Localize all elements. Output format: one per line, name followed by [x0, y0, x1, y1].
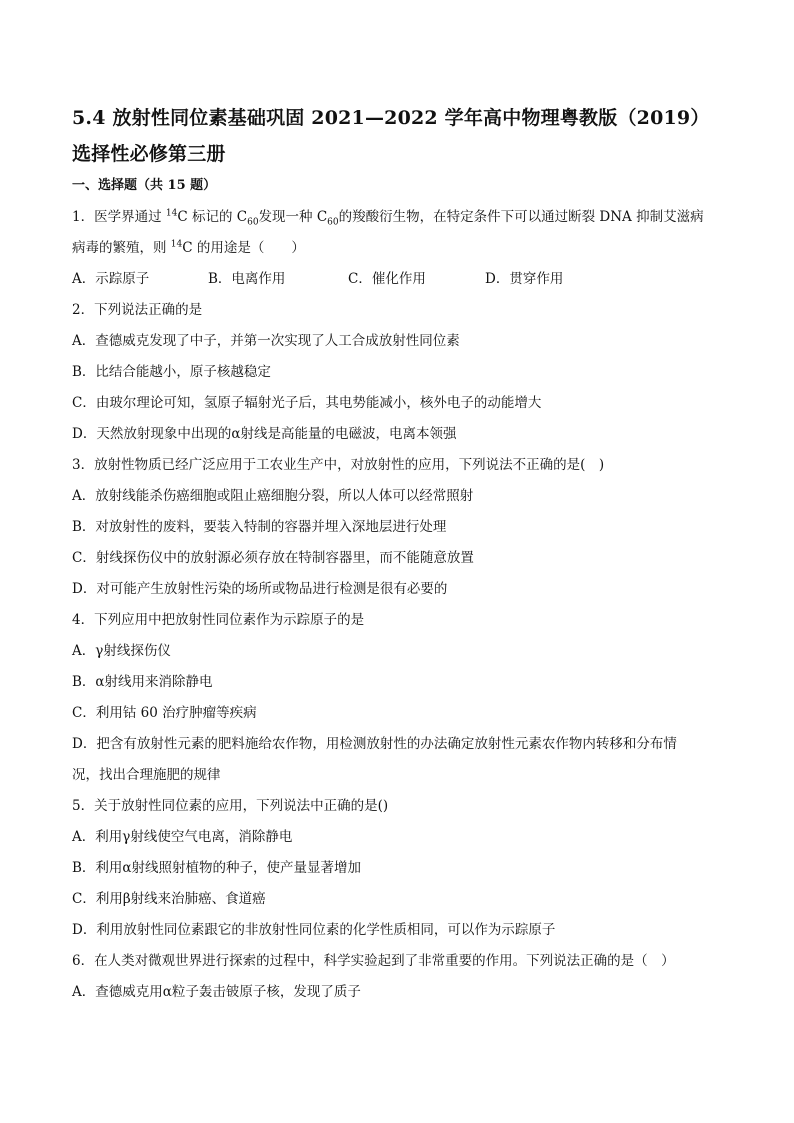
q5-stem: 5．关于放射性同位素的应用，下列说法中正确的是() [72, 798, 389, 814]
q5-option-c: C．利用β射线来治肺癌、食道癌 [72, 891, 266, 907]
q4-option-a: A．γ射线探伤仪 [72, 643, 171, 659]
q2-option-c: C．由玻尔理论可知，氢原子辐射光子后，其电势能减小，核外电子的动能增大 [72, 395, 542, 411]
q5-option-d: D．利用放射性同位素跟它的非放射性同位素的化学性质相同，可以作为示踪原子 [72, 922, 556, 938]
q2-option-d: D．天然放射现象中出现的α射线是高能量的电磁波，电离本领强 [72, 426, 457, 442]
q3-option-a: A．放射线能杀伤癌细胞或阻止癌细胞分裂，所以人体可以经常照射 [72, 488, 474, 504]
q4-option-d: D．把含有放射性元素的肥料施给农作物，用检测放射性的办法确定放射性元素农作物内转移和分布情 [72, 736, 677, 752]
title-line-1: 5.4 放射性同位素基础巩固 2021—2022 学年高中物理粤教版（2019） [72, 107, 710, 129]
q2-option-b: B．比结合能越小，原子核越稳定 [72, 364, 271, 380]
q2-option-a: A．查德威克发现了中子，并第一次实现了人工合成放射性同位素 [72, 333, 460, 349]
section-heading: 一、选择题（共 15 题） [72, 178, 217, 193]
q3-option-c: C．射线探伤仪中的放射源必须存放在特制容器里，而不能随意放置 [72, 550, 474, 566]
q1-stem-line-2: 病毒的繁殖，则 $^{14}$C 的用途是（ ） [72, 239, 305, 256]
q1-option-c: C．催化作用 [348, 271, 426, 287]
q4-option-b: B．α射线用来消除静电 [72, 674, 213, 690]
document-page [72, 100, 722, 1008]
title-line-2: 选择性必修第三册 [72, 143, 226, 165]
q4-option-d-continued: 况，找出合理施肥的规律 [72, 767, 221, 783]
q1-option-d: D．贯穿作用 [485, 271, 564, 287]
q1-option-b: B．电离作用 [208, 271, 286, 287]
q3-stem: 3．放射性物质已经广泛应用于工农业生产中，对放射性的应用，下列说法不正确的是( ) [72, 457, 605, 473]
q1-stem-line-1: 1．医学界通过 $^{14}$C 标记的 $C_{60}$发现一种 $C_{60}$的羧酸衍生物，在特定条件下可以通过断裂 DNA 抑制艾滋病 [72, 208, 704, 228]
q6-option-a: A．查德威克用α粒子轰击铍原子核，发现了质子 [72, 984, 361, 1000]
q1-options [72, 264, 722, 295]
document-title [72, 100, 722, 172]
q2-stem: 2．下列说法正确的是 [72, 302, 203, 318]
q5-option-b: B．利用α射线照射植物的种子，使产量显著增加 [72, 860, 362, 876]
q1-option-a: A．示踪原子 [72, 271, 150, 287]
q6-stem: 6．在人类对微观世界进行探索的过程中，科学实验起到了非常重要的作用。下列说法正确的是（ ） [72, 953, 675, 969]
q4-option-c: C．利用钴 60 治疗肿瘤等疾病 [72, 705, 257, 721]
q4-stem: 4．下列应用中把放射性同位素作为示踪原子的是 [72, 612, 365, 628]
q5-option-a: A．利用γ射线使空气电离，消除静电 [72, 829, 293, 845]
q3-option-d: D．对可能产生放射性污染的场所或物品进行检测是很有必要的 [72, 581, 448, 597]
q3-option-b: B．对放射性的废料，要装入特制的容器并埋入深地层进行处理 [72, 519, 447, 535]
